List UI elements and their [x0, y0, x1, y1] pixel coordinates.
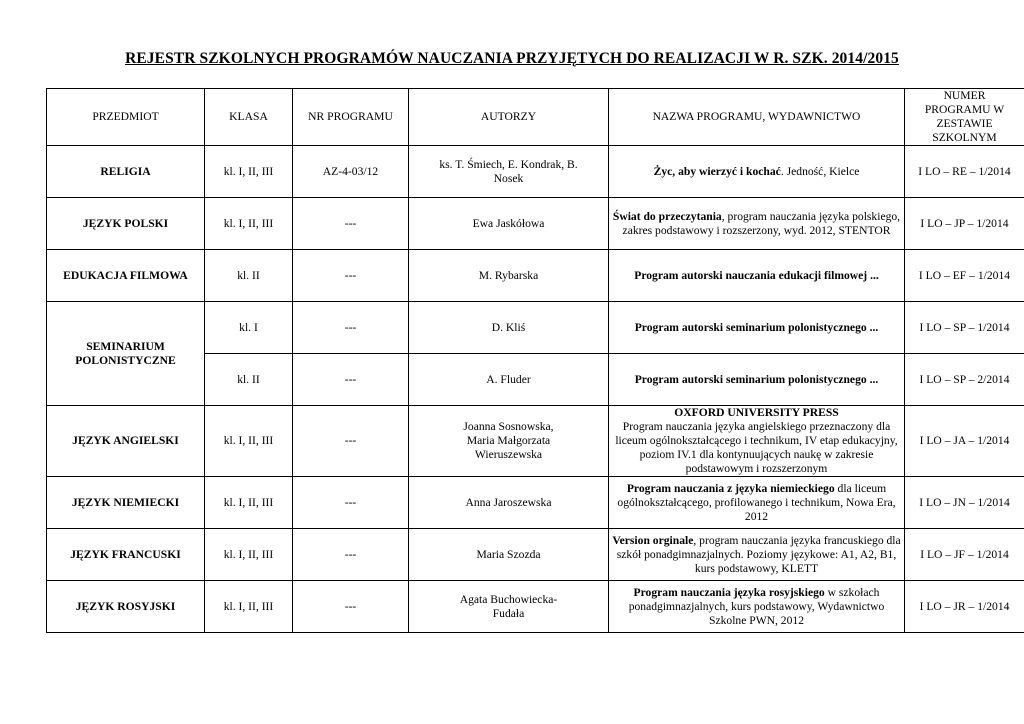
cell-authors: M. Rybarska — [409, 250, 609, 302]
table-header-row — [47, 89, 1024, 146]
cell-class: kl. II — [205, 354, 293, 406]
cell-program-name — [609, 146, 905, 198]
document-title: REJESTR SZKOLNYCH PROGRAMÓW NAUCZANIA PRZYJĘTYCH DO REALIZACJI W R. SZK. 2014/2015 — [125, 50, 899, 67]
cell-program-no: --- — [293, 581, 409, 633]
header-program-no: NR PROGRAMU — [293, 89, 409, 146]
program-name-rest: dla liceum ogólnokształcącego, profilowanego i technikum, Nowa Era, 2012 — [617, 481, 896, 523]
cell-set-no: I LO – JN – 1/2014 — [905, 477, 1024, 529]
cell-program-name — [609, 354, 905, 406]
cell-set-no: I LO – JP – 1/2014 — [905, 198, 1024, 250]
program-name-bold: Życ, aby wierzyć i kochać — [653, 164, 781, 178]
cell-program-no: --- — [293, 406, 409, 477]
table-row — [47, 146, 1024, 198]
cell-authors: Anna Jaroszewska — [409, 477, 609, 529]
cell-program-name — [609, 198, 905, 250]
cell-authors: Ewa Jaskółowa — [409, 198, 609, 250]
cell-program-no: --- — [293, 477, 409, 529]
cell-class: kl. I, II, III — [205, 146, 293, 198]
cell-class: kl. I, II, III — [205, 406, 293, 477]
cell-subject: EDUKACJA FILMOWA — [47, 250, 205, 302]
program-name-bold: Program nauczania języka rosyjskiego — [633, 585, 825, 599]
cell-program-no: --- — [293, 302, 409, 354]
cell-set-no: I LO – SP – 2/2014 — [905, 354, 1024, 406]
program-name-rest: w szkołach ponadgimnazjalnych, kurs podstawowy, Wydawnictwo Szkolne PWN, 2012 — [628, 585, 885, 627]
program-name-bold: OXFORD UNIVERSITY PRESS — [674, 406, 839, 419]
cell-class: kl. I, II, III — [205, 581, 293, 633]
cell-subject: JĘZYK ANGIELSKI — [47, 406, 205, 477]
cell-program-name — [609, 406, 905, 477]
cell-authors: ks. T. Śmiech, E. Kondrak, B. Nosek — [409, 146, 609, 198]
cell-subject: RELIGIA — [47, 146, 205, 198]
program-name-bold: Program autorski seminarium polonistycznego ... — [634, 320, 879, 334]
program-name-bold: Program nauczania z języka niemieckiego — [626, 481, 835, 495]
program-name-rest: Program nauczania języka angielskiego przeznaczony dla liceum ogólnokształcącego i technikum, IV etap edukacyjny, poziom IV.1 dla kontynuujących naukę w zakresie podstawowym i rozszerzonym — [615, 420, 898, 475]
cell-set-no: I LO – JA – 1/2014 — [905, 406, 1024, 477]
header-authors: AUTORZY — [409, 89, 609, 146]
table-row — [47, 250, 1024, 302]
cell-subject: SEMINARIUM POLONISTYCZNE — [47, 302, 205, 406]
cell-subject: JĘZYK NIEMIECKI — [47, 477, 205, 529]
cell-set-no: I LO – JF – 1/2014 — [905, 529, 1024, 581]
cell-set-no: I LO – EF – 1/2014 — [905, 250, 1024, 302]
header-subject: PRZEDMIOT — [47, 89, 205, 146]
cell-class: kl. I, II, III — [205, 198, 293, 250]
cell-subject: JĘZYK FRANCUSKI — [47, 529, 205, 581]
header-program-name: NAZWA PROGRAMU, WYDAWNICTWO — [609, 89, 905, 146]
table-row — [47, 529, 1024, 581]
program-register-table — [46, 88, 1024, 633]
cell-class: kl. II — [205, 250, 293, 302]
cell-subject: JĘZYK POLSKI — [47, 198, 205, 250]
header-set-no: NUMER PROGRAMU W ZESTAWIE SZKOLNYM — [905, 89, 1024, 146]
cell-program-no: --- — [293, 250, 409, 302]
table-row — [47, 198, 1024, 250]
cell-program-name — [609, 581, 905, 633]
cell-program-name — [609, 529, 905, 581]
cell-program-name — [609, 477, 905, 529]
cell-program-no: --- — [293, 354, 409, 406]
cell-set-no: I LO – JR – 1/2014 — [905, 581, 1024, 633]
header-class: KLASA — [205, 89, 293, 146]
program-name-rest: , program nauczania języka polskiego, zakres podstawowy i rozszerzony, wyd. 2012, STENTOR — [622, 209, 901, 237]
table-row — [47, 406, 1024, 477]
cell-authors: D. Kliś — [409, 302, 609, 354]
cell-program-name — [609, 302, 905, 354]
cell-set-no: I LO – SP – 1/2014 — [905, 302, 1024, 354]
cell-authors: A. Fluder — [409, 354, 609, 406]
cell-program-name — [609, 250, 905, 302]
cell-authors: Joanna Sosnowska, Maria Małgorzata Wieruszewska — [409, 406, 609, 477]
table-row — [47, 581, 1024, 633]
cell-set-no: I LO – RE – 1/2014 — [905, 146, 1024, 198]
cell-authors: Maria Szozda — [409, 529, 609, 581]
table-row — [47, 477, 1024, 529]
cell-class: kl. I — [205, 302, 293, 354]
cell-class: kl. I, II, III — [205, 529, 293, 581]
cell-subject: JĘZYK ROSYJSKI — [47, 581, 205, 633]
program-name-rest: , program nauczania języka francuskiego dla szkół ponadgimnazjalnych. Poziomy językowe: A1, A2, B1, kurs podstawowy, KLETT — [616, 533, 901, 575]
program-name-bold: Program autorski seminarium polonistycznego ... — [634, 372, 879, 386]
program-name-bold: Świat do przeczytania — [612, 209, 722, 223]
program-name-rest: . Jedność, Kielce — [780, 164, 860, 178]
cell-program-no: --- — [293, 198, 409, 250]
program-name-bold: Version orginale — [612, 533, 694, 547]
table-row — [47, 302, 1024, 354]
cell-program-no: --- — [293, 529, 409, 581]
cell-class: kl. I, II, III — [205, 477, 293, 529]
cell-authors: Agata Buchowiecka-Fudała — [409, 581, 609, 633]
program-name-bold: Program autorski nauczania edukacji filmowej ... — [634, 268, 879, 282]
cell-program-no: AZ-4-03/12 — [293, 146, 409, 198]
